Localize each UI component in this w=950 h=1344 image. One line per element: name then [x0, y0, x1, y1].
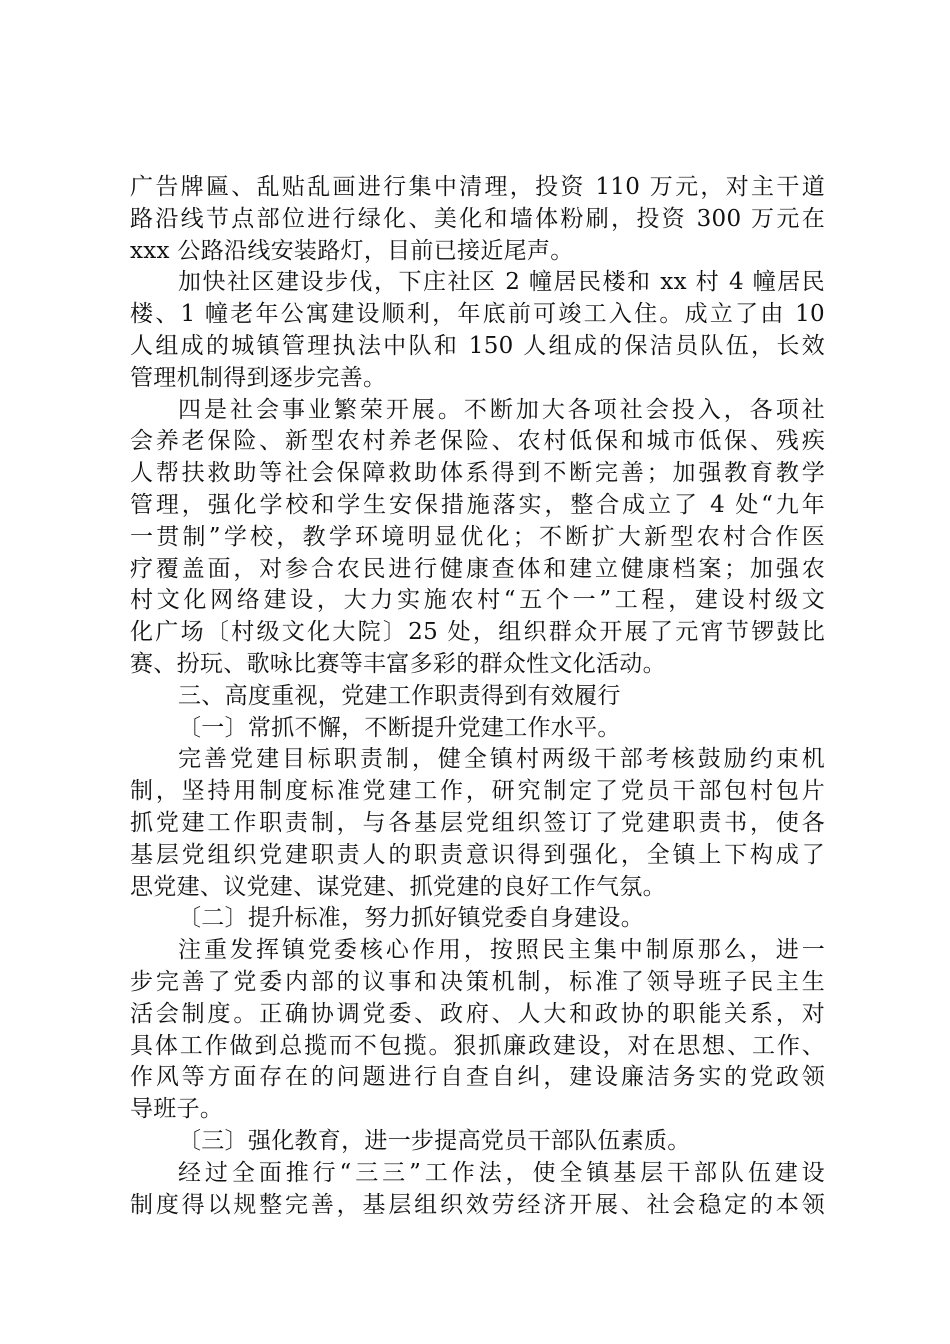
text-line: 四是社会事业繁荣开展。不断加大各项社会投入，各项社	[178, 396, 825, 423]
text-line: xxx 公路沿线安装路灯，目前已接近尾声。	[130, 237, 574, 264]
text-line: 楼、1 幢老年公寓建设顺利，年底前可竣工入住。成立了由 10	[130, 301, 825, 328]
subsection-heading: 〔三〕强化教育，进一步提高党员干部队伍素质。	[178, 1127, 691, 1154]
text-line: 思党建、议党建、谋党建、抓党建的良好工作气氛。	[130, 873, 666, 900]
text-line: 制，坚持用制度标准党建工作，研究制定了党员干部包村包片	[130, 778, 825, 805]
text-line: 注重发挥镇党委核心作用，按照民主集中制原那么，进一	[178, 937, 825, 964]
text-line: 一贯制”学校，教学环境明显优化；不断扩大新型农村合作医	[130, 523, 825, 550]
text-line: 活会制度。正确协调党委、政府、人大和政协的职能关系，对	[130, 1000, 825, 1027]
text-line: 作风等方面存在的问题进行自查自纠，建设廉洁务实的党政领	[130, 1064, 825, 1091]
text-line: 赛、扮玩、歌咏比赛等丰富多彩的群众性文化活动。	[130, 650, 666, 677]
text-line: 抓党建工作职责制，与各基层党组织签订了党建职责书，使各	[130, 809, 825, 836]
text-line: 化广场〔村级文化大院〕25 处，组织群众开展了元宵节锣鼓比	[130, 619, 825, 646]
subsection-heading: 〔二〕提升标准，努力抓好镇党委自身建设。	[178, 905, 644, 932]
section-heading: 三、高度重视，党建工作职责得到有效履行	[178, 682, 621, 709]
text-line: 管理机制得到逐步完善。	[130, 364, 387, 391]
body-text	[130, 172, 825, 1221]
text-line: 制度得以规整完善，基层组织效劳经济开展、社会稳定的本领	[130, 1191, 825, 1218]
text-line: 人帮扶救助等社会保障救助体系得到不断完善；加强教育教学	[130, 460, 825, 487]
text-line: 加快社区建设步伐，下庄社区 2 幢居民楼和 xx 村 4 幢居民	[178, 269, 825, 296]
text-line: 管理，强化学校和学生安保措施落实，整合成立了 4 处“九年	[130, 491, 825, 518]
text-line: 步完善了党委内部的议事和决策机制，标准了领导班子民主生	[130, 968, 825, 995]
text-line: 村文化网络建设，大力实施农村“五个一”工程，建设村级文	[130, 587, 825, 614]
text-line: 广告牌匾、乱贴乱画进行集中清理，投资 110 万元，对主干道	[130, 174, 825, 200]
text-line: 会养老保险、新型农村养老保险、农村低保和城市低保、残疾	[130, 428, 825, 455]
text-line: 经过全面推行“三三”工作法，使全镇基层干部队伍建设	[178, 1159, 825, 1186]
text-line: 具体工作做到总揽而不包揽。狠抓廉政建设，对在思想、工作、	[130, 1032, 825, 1059]
text-line: 导班子。	[130, 1096, 224, 1123]
text-line: 基层党组织党建职责人的职责意识得到强化，全镇上下构成了	[130, 841, 825, 868]
text-line: 路沿线节点部位进行绿化、美化和墙体粉刷，投资 300 万元在	[130, 205, 825, 232]
text-line: 疗覆盖面，对参合农民进行健康查体和建立健康档案；加强农	[130, 555, 825, 582]
text-line: 完善党建目标职责制，健全镇村两级干部考核鼓励约束机	[178, 746, 825, 773]
text-line: 人组成的城镇管理执法中队和 150 人组成的保洁员队伍，长效	[130, 332, 825, 359]
subsection-heading: 〔一〕常抓不懈，不断提升党建工作水平。	[178, 714, 621, 741]
